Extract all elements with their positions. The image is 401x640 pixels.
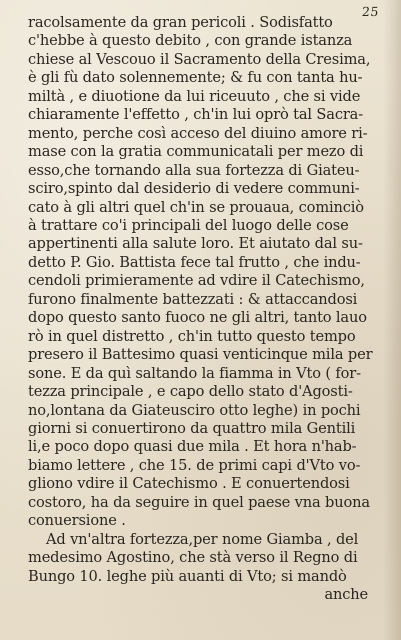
text-line: à trattare co'i principali del luogo delle cose <box>28 216 349 234</box>
text-line: chiaramente l'effetto , ch'in lui oprò tal Sacra- <box>28 106 364 124</box>
text-line: conuersione . <box>28 512 126 530</box>
text-line: giorni si conuertirono da quattro mila Gentili <box>28 419 356 437</box>
catchword: anche <box>324 586 368 604</box>
text-line: costoro, ha da seguire in quel paese vna buona <box>28 493 370 511</box>
text-line: biamo lettere , che 15. de primi capi d'Vto vo- <box>28 456 361 474</box>
text-line: mase con la gratia communicatali per mezo di <box>28 143 364 161</box>
text-line: li,e poco dopo quasi due mila . Et hora n'hab- <box>28 438 357 456</box>
text-line: furono finalmente battezzati : & attaccandosi <box>28 290 358 308</box>
text-line: racolsamente da gran pericoli . Sodisfatto <box>28 14 333 31</box>
text-line: detto P. Gio. Battista fece tal frutto , che indu- <box>28 253 361 271</box>
text-line: presero il Battesimo quasi venticinque mila per <box>28 346 373 364</box>
text-line: miltà , e diuotione da lui riceuuto , che si vide <box>28 87 361 105</box>
text-line: sone. E da quì saltando la fiamma in Vto ( for- <box>28 364 361 382</box>
text-line: dopo questo santo fuoco ne gli altri, tanto lauo <box>28 309 367 327</box>
text-line: rò in quel distretto , ch'in tutto questo tempo <box>28 327 356 345</box>
text-line: gliono vdire il Catechismo . E conuertendosi <box>28 475 350 493</box>
text-line: è gli fù dato solennemente; & fu con tanta hu- <box>28 69 363 87</box>
page-number: 25 <box>361 4 380 19</box>
text-line: tezza principale , e capo dello stato d'Agosti- <box>28 383 353 401</box>
text-line: mento, perche così acceso del diuino amore ri- <box>28 124 368 142</box>
text-line: medesimo Agostino, che stà verso il Regno di <box>28 549 358 567</box>
text-line: Bungo 10. leghe più auanti di Vto; si mandò <box>28 567 347 585</box>
page-text <box>28 14 373 605</box>
text-line: esso,che tornando alla sua fortezza di Giateu- <box>28 161 360 179</box>
text-line: cendoli primieramente ad vdire il Catechismo, <box>28 272 365 290</box>
paragraph-start-line: Ad vn'altra fortezza,per nome Giamba , del <box>46 530 359 548</box>
text-line: c'hebbe à questo debito , con grande istanza <box>28 32 353 50</box>
text-line: appertinenti alla salute loro. Et aiutato dal su- <box>28 235 363 253</box>
text-line: sciro,spinto dal desiderio di vedere communi- <box>28 180 360 198</box>
text-line: chiese al Vescouo il Sacramento della Cresima, <box>28 50 371 68</box>
text-line: cato à gli altri quel ch'in se prouaua, cominciò <box>28 198 364 216</box>
text-line: no,lontana da Giateusciro otto leghe) in pochi <box>28 401 361 419</box>
